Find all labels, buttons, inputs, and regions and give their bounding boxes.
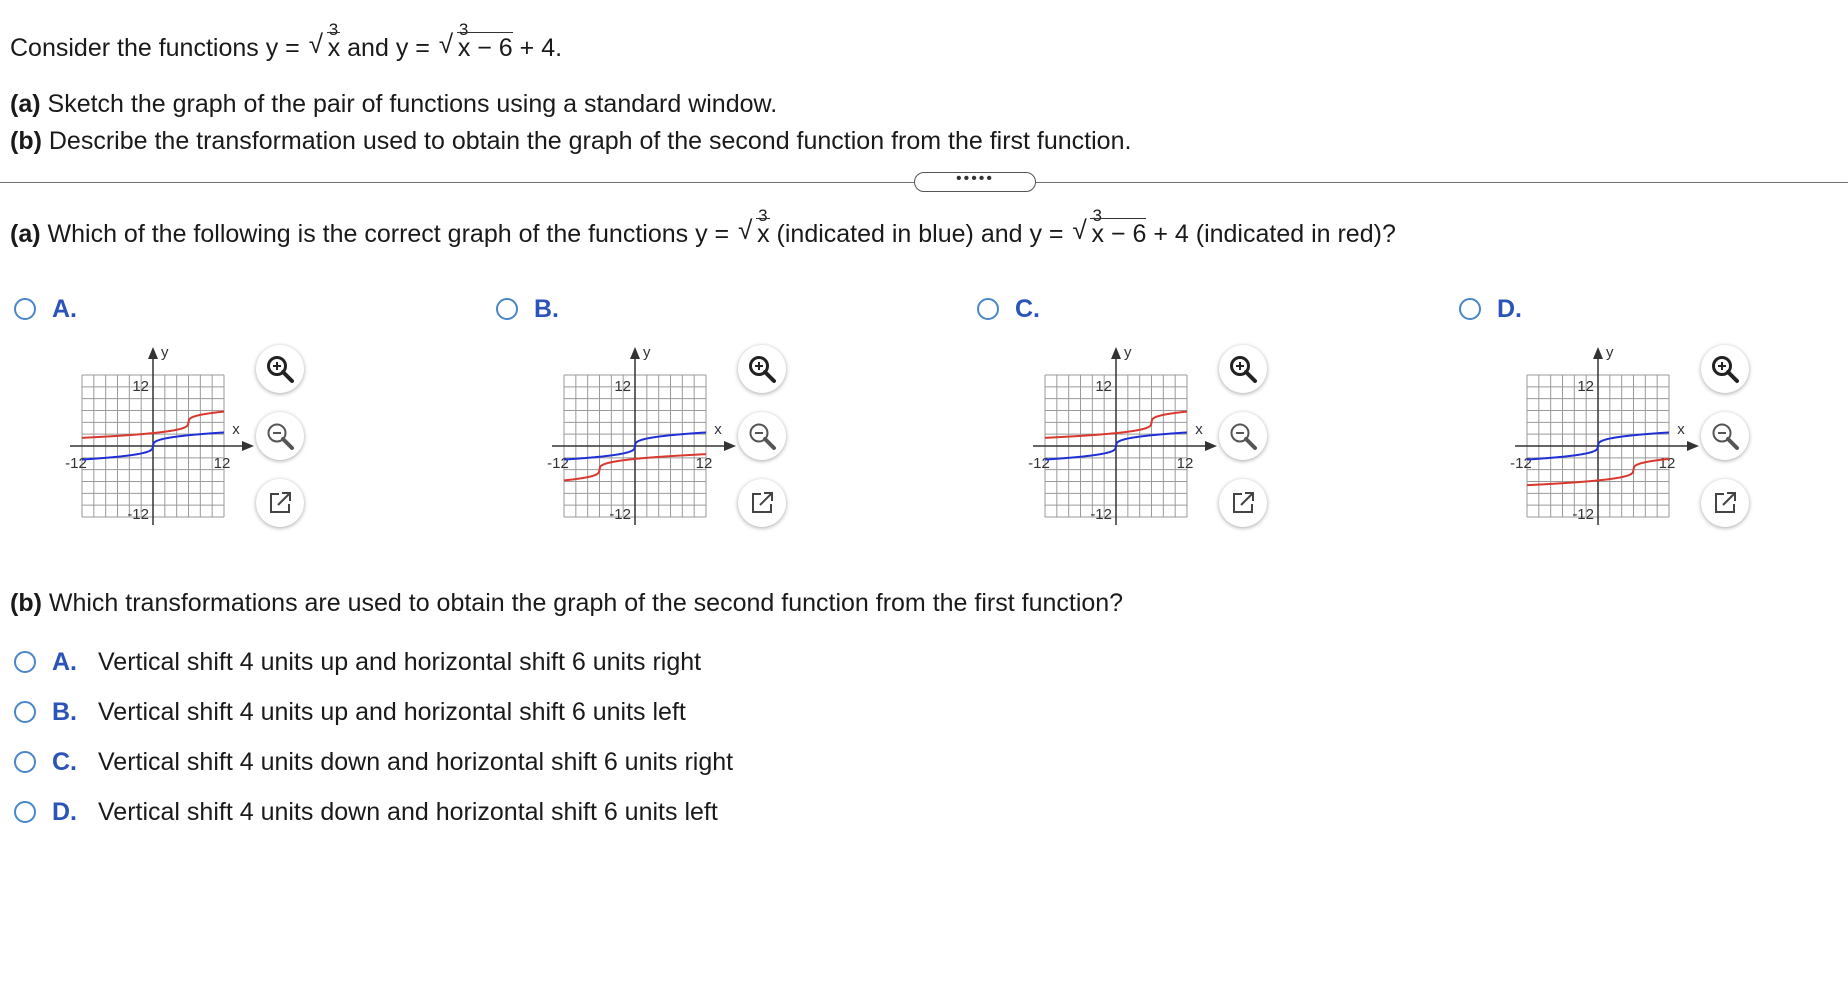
graph-svg [532, 340, 722, 523]
zoom-in-icon [1710, 354, 1740, 384]
x-tick-right: 12 [695, 455, 713, 472]
radio-button[interactable] [14, 701, 36, 723]
handle [283, 372, 292, 381]
x-axis-arrow [242, 441, 254, 451]
popout-icon [1228, 488, 1258, 518]
x-tick-left: -12 [1028, 455, 1050, 472]
arrow-line [1241, 494, 1252, 505]
question-intro: Consider the functions y = 3 √ x and y = 3 √ x − 6 + 4. [10, 32, 562, 63]
popout-icon [1710, 488, 1740, 518]
radio-button[interactable] [14, 651, 36, 673]
popout-button[interactable] [738, 479, 786, 527]
x-axis-arrow [1205, 441, 1217, 451]
pa-f1-root: 3 √ x [756, 218, 770, 249]
question-part-b: (b) Describe the transformation used to obtain the graph of the second function from the first function. [10, 127, 1132, 155]
option-graph [50, 340, 240, 523]
x-axis-label: x [1195, 421, 1203, 438]
popout-button[interactable] [1219, 479, 1267, 527]
y-tick-top: 12 [1095, 378, 1112, 395]
f2-root: 3 √ x − 6 [457, 32, 513, 63]
x-tick-left: -12 [1510, 455, 1532, 472]
radio-button[interactable] [1459, 298, 1481, 320]
y-axis-label: y [161, 344, 169, 361]
handle [1728, 439, 1737, 448]
y-axis-arrow [1593, 347, 1603, 359]
zoom-in-button[interactable] [256, 345, 304, 393]
x-tick-left: -12 [547, 455, 569, 472]
expand-divider-button[interactable]: ••••• [914, 172, 1036, 192]
handle [765, 439, 774, 448]
zoom-in-button[interactable] [738, 345, 786, 393]
x-axis-arrow [724, 441, 736, 451]
option-letter: C. [1015, 295, 1040, 323]
x-axis-label: x [1677, 421, 1685, 438]
option-letter: A. [52, 295, 77, 323]
y-axis-arrow [630, 347, 640, 359]
x-tick-left: -12 [65, 455, 87, 472]
popout-button[interactable] [256, 479, 304, 527]
pa-f2-root: 3 √ x − 6 [1090, 218, 1146, 249]
popout-icon [747, 488, 777, 518]
arrow-line [760, 494, 771, 505]
x-axis-arrow [1687, 441, 1699, 451]
option-letter: B. [534, 295, 559, 323]
option-graph [1495, 340, 1685, 523]
zoom-out-button[interactable] [1701, 412, 1749, 460]
handle [1246, 372, 1255, 381]
option-graph [532, 340, 722, 523]
popout-button[interactable] [1701, 479, 1749, 527]
intro-prefix: Consider the functions y = [10, 34, 300, 62]
radio-button[interactable] [496, 298, 518, 320]
zoom-in-icon [747, 354, 777, 384]
part-b-prompt: (b) Which transformations are used to obtain the graph of the second function from the first function? [10, 589, 1124, 617]
y-axis-arrow [1111, 347, 1121, 359]
graph-svg [1013, 340, 1203, 523]
y-tick-top: 12 [1577, 378, 1594, 395]
graph-svg [50, 340, 240, 523]
handle [765, 372, 774, 381]
zoom-in-button[interactable] [1701, 345, 1749, 393]
question-part-a: (a) Sketch the graph of the pair of functions using a standard window. [10, 90, 778, 118]
handle [1728, 372, 1737, 381]
y-axis-arrow [148, 347, 158, 359]
handle [283, 439, 292, 448]
y-tick-bottom: -12 [1572, 506, 1594, 523]
y-axis-label: y [1124, 344, 1132, 361]
zoom-out-icon [747, 421, 777, 451]
radio-button[interactable] [14, 801, 36, 823]
zoom-out-icon [265, 421, 295, 451]
radio-button[interactable] [14, 751, 36, 773]
f1-root: 3 √ x [327, 32, 341, 63]
handle [1246, 439, 1255, 448]
arrow-line [278, 494, 289, 505]
x-tick-right: 12 [1658, 455, 1676, 472]
part-a-prompt: (a) Which of the following is the correct graph of the functions y = 3 √ x (indicated in blue) and y = 3 √ x − 6 + 4 (indicated in red)? [10, 218, 1396, 249]
y-axis-label: y [1606, 344, 1614, 361]
zoom-out-button[interactable] [738, 412, 786, 460]
zoom-in-button[interactable] [1219, 345, 1267, 393]
zoom-out-button[interactable] [1219, 412, 1267, 460]
y-tick-bottom: -12 [1090, 506, 1112, 523]
zoom-in-icon [265, 354, 295, 384]
radio-button[interactable] [14, 298, 36, 320]
x-tick-right: 12 [213, 455, 231, 472]
x-axis-label: x [714, 421, 722, 438]
x-tick-right: 12 [1176, 455, 1194, 472]
popout-icon [265, 488, 295, 518]
option-graph [1013, 340, 1203, 523]
zoom-out-button[interactable] [256, 412, 304, 460]
y-tick-top: 12 [132, 378, 149, 395]
zoom-out-icon [1228, 421, 1258, 451]
arrow-line [1723, 494, 1734, 505]
y-axis-label: y [643, 344, 651, 361]
radio-button[interactable] [977, 298, 999, 320]
y-tick-bottom: -12 [609, 506, 631, 523]
zoom-out-icon [1710, 421, 1740, 451]
y-tick-bottom: -12 [127, 506, 149, 523]
y-tick-top: 12 [614, 378, 631, 395]
x-axis-label: x [232, 421, 240, 438]
option-letter: D. [1497, 295, 1522, 323]
zoom-in-icon [1228, 354, 1258, 384]
graph-svg [1495, 340, 1685, 523]
